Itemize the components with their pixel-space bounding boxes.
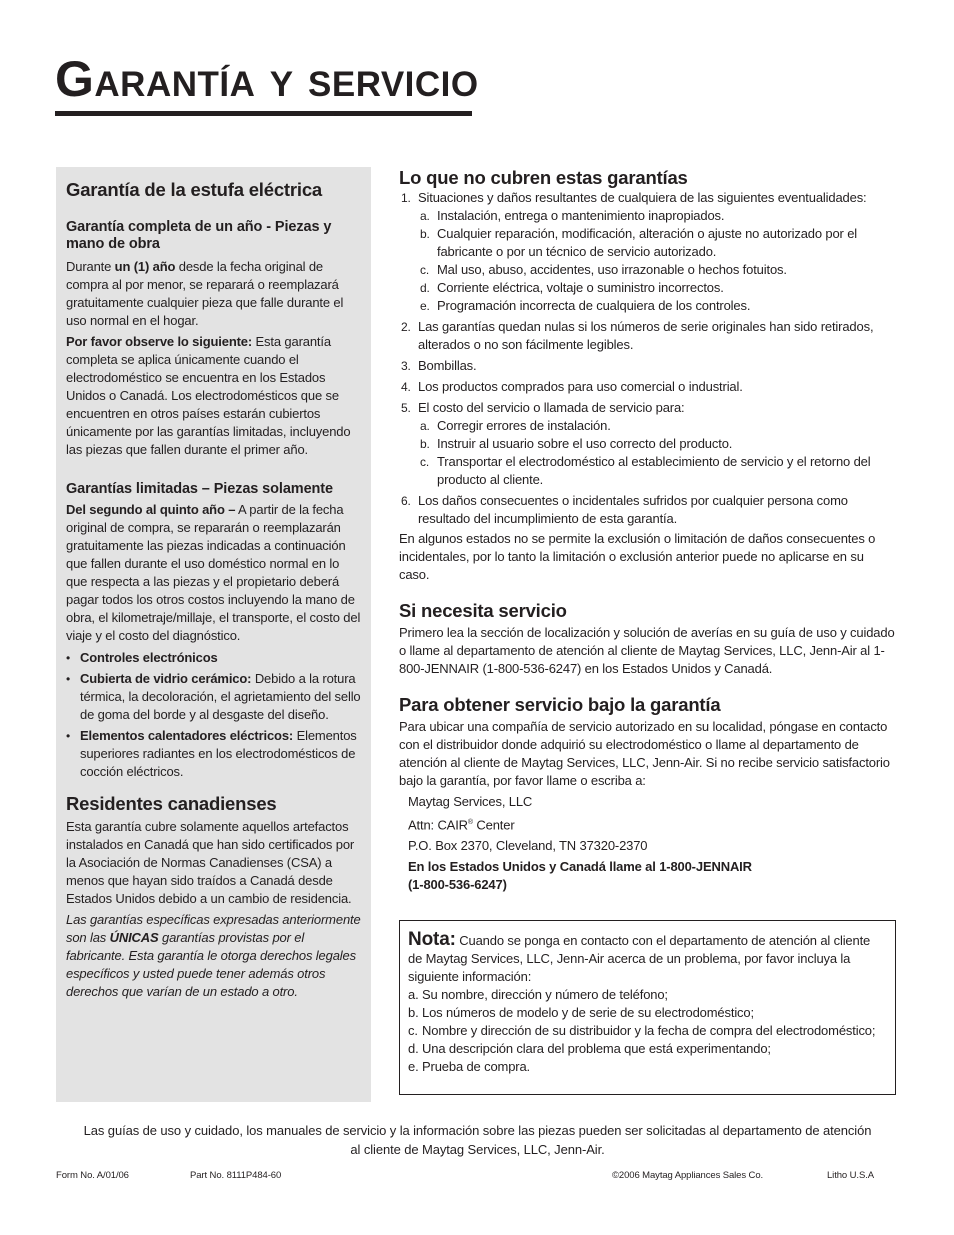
footer-text: Las guías de uso y cuidado, los manuales de servicio y la información sobre las piezas pueden ser solicitadas al departamento de atención al cliente de Maytag Services, LLC, Jenn-Air. xyxy=(83,1123,872,1157)
service-address xyxy=(399,793,896,894)
title-underline xyxy=(55,111,472,116)
sub-item: b. Instruir al usuario sobre el uso correcto del producto. xyxy=(420,436,733,451)
list-item: 1. Situaciones y daños resultantes de cualquiera de las siguientes eventualidades: a. Instalación, entrega o mantenimiento inapropiados. b. Cualquier reparación, modificación, alteración o ajuste no autorizado por el fabricante o por un técnico de servicio autorizado. c. Mal uso, abuso, accidentes, uso irrazonable o hechos fotuitos. d. Corriente eléctrica, voltaje o suministro incorrectos. e. Programación incorrecta de cualquiera de los controles. xyxy=(399,189,896,315)
sub-item: a. Instalación, entrega o mantenimiento inapropiados. xyxy=(420,208,725,223)
copyright: ©2006 Maytag Appliances Sales Co. xyxy=(612,1170,764,1181)
right-column xyxy=(399,167,896,894)
need-service-text: Primero lea la sección de localización y solución de averías en su guía de uso y cuidado o llame al departamento de atención al cliente de Maytag Services, LLC, Jenn-Air al 1-800-JENNAIR (1-800-536-6247) en los Estados Unidos y Canadá. xyxy=(399,625,895,676)
address-line: P.O. Box 2370, Cleveland, TN 37320-2370 xyxy=(408,838,648,854)
address-line: Maytag Services, LLC xyxy=(408,794,533,809)
warranty-service-heading: Para obtener servicio bajo la garantía xyxy=(399,694,721,715)
list-item: 3. Bombillas. xyxy=(401,358,477,373)
full-warranty-heading: Garantía completa de un año - Piezas y mano de obra xyxy=(66,219,332,252)
covered-parts-list xyxy=(66,649,361,781)
list-item: 4. Los productos comprados para uso comercial o industrial. xyxy=(401,379,743,394)
list-item: c. Nombre y dirección de su distribuidor y la fecha de compra del electrodoméstico; xyxy=(408,1023,876,1038)
list-item: a. Su nombre, dirección y número de teléfono; xyxy=(408,987,668,1002)
list-item: • Cubierta de vidrio cerámico: Debido a la rotura térmica, la decoloración, el agrietamiento del sello de goma del borde y al desgaste del diseño. xyxy=(66,670,361,724)
need-service-heading: Si necesita servicio xyxy=(399,600,567,621)
not-covered-heading: Lo que no cubren estas garantías xyxy=(399,167,688,188)
list-item: b. Los números de modelo y de serie de su electrodoméstico; xyxy=(408,1005,754,1020)
note-list xyxy=(408,986,886,1076)
sidebar-heading: Garantía de la estufa eléctrica xyxy=(66,179,323,200)
limited-warranty-heading: Garantías limitadas – Piezas solamente xyxy=(66,481,333,497)
litho: Litho U.S.A xyxy=(827,1170,874,1181)
sub-item: a. Corregir errores de instalación. xyxy=(420,418,611,433)
sub-item: d. Corriente eléctrica, voltaje o suministro incorrectos. xyxy=(420,280,724,295)
not-covered-closing: En algunos estados no se permite la exclusión o limitación de daños consecuentes o incidentales, por lo tanto la limitación o exclusión anterior puede no aplicarse en su caso. xyxy=(399,531,876,582)
full-warranty-note: Por favor observe lo siguiente: Esta garantía completa se aplica únicamente cuando el electrodoméstico se encuentra en los Estados Unidos o Canadá. Los electrodomésticos que se encuentren en otros países estarán cubiertos únicamente por las garantías limitadas, incluyendo las piezas que fallen durante el primer año. xyxy=(66,334,351,457)
not-covered-list xyxy=(399,189,896,528)
list-item: • Controles electrónicos xyxy=(66,649,361,667)
list-item: d. Una descripción clara del problema que está experimentando; xyxy=(408,1041,771,1056)
sub-item: b. Cualquier reparación, modificación, alteración o ajuste no autorizado por el fabricante o por un técnico de servicio autorizado. xyxy=(420,226,858,259)
list-item: 5. El costo del servicio o llamada de servicio para: a. Corregir errores de instalación. b. Instruir al usuario sobre el uso correcto del producto. c. Transportar el electrodoméstico al establecimiento de servicio y el retorno del producto al cliente. xyxy=(399,399,896,489)
form-number: Form No. A/01/06 xyxy=(56,1170,129,1181)
warranty-service-text: Para ubicar una compañía de servicio autorizado en su localidad, póngase en contacto con el distribuidor donde adquirió su electrodoméstico o llame al departamento de atención al cliente de Maytag Services, LLC, Jenn-Air. Si no recibe servicio satisfactorio bajo la garantía, por favor llame o escriba a: xyxy=(399,719,890,788)
list-item: 6. Los daños consecuentes o incidentales sufridos por cualquier persona como resultado del incumplimiento de esta garantía. xyxy=(401,493,848,526)
sub-item: c. Transportar el electrodoméstico al establecimiento de servicio y el retorno del producto al cliente. xyxy=(420,454,871,487)
list-item: 2. Las garantías quedan nulas si los números de serie originales han sido retirados, alterados o no son fácilmente legibles. xyxy=(401,319,874,352)
sub-item: c. Mal uso, abuso, accidentes, uso irrazonable o hechos fotuitos. xyxy=(420,262,787,277)
address-line: Attn: CAIR® Center xyxy=(408,817,515,833)
canadian-residents-text: Esta garantía cubre solamente aquellos artefactos instalados en Canadá que han sido certificados por la Asociación de Normas Canadienses (CSA) a menos que hayan sido traídos a Canadá desde Estados Unidos debido a un cambio de residencia. xyxy=(66,819,355,906)
full-warranty-text: Durante un (1) año desde la fecha original de compra al por menor, se reparará o reemplazará gratuitamente cualquier pieza que falle durante el uso normal en el hogar. xyxy=(66,259,344,328)
phone-line: (1-800-536-6247) xyxy=(408,877,507,893)
note-box xyxy=(399,920,896,1095)
note-intro: Nota: Cuando se ponga en contacto con el departamento de atención al cliente de Maytag Services, LLC, Jenn-Air acerca de un problema, por favor incluya la siguiente información: xyxy=(408,929,871,984)
list-item: e. Prueba de compra. xyxy=(408,1059,531,1074)
warranty-sidebar xyxy=(56,167,371,1102)
list-item: • Elementos calentadores eléctricos: Elementos superiores radiantes en los electrodomésticos de cocción eléctricos. xyxy=(66,727,361,781)
warranty-disclaimer: Las garantías específicas expresadas anteriormente son las ÚNICAS garantías provistas por el fabricante. Esta garantía le otorga derechos legales específicos y usted puede tener además otros derechos que varían de un estado a otro. xyxy=(66,912,361,999)
sub-item: e. Programación incorrecta de cualquiera de los controles. xyxy=(420,298,751,313)
phone-line: En los Estados Unidos y Canadá llame al 1-800-JENNAIR xyxy=(408,859,752,875)
part-number: Part No. 8111P484-60 xyxy=(190,1170,282,1181)
limited-warranty-text: Del segundo al quinto año – A partir de la fecha original de compra, se repararán o reemplazarán gratuitamente las piezas indicadas a continuación que fallen durante el uso doméstico normal en lo que respecta a las piezas y el propietario deberá pagar todos los otros costos incluyendo la mano de obra, el kilometraje/millaje, el transporte, el costo del viaje y el costo del diagnóstico. xyxy=(66,502,361,643)
page-title: Garantía y servicio xyxy=(55,51,479,107)
canadian-residents-heading: Residentes canadienses xyxy=(66,793,277,814)
